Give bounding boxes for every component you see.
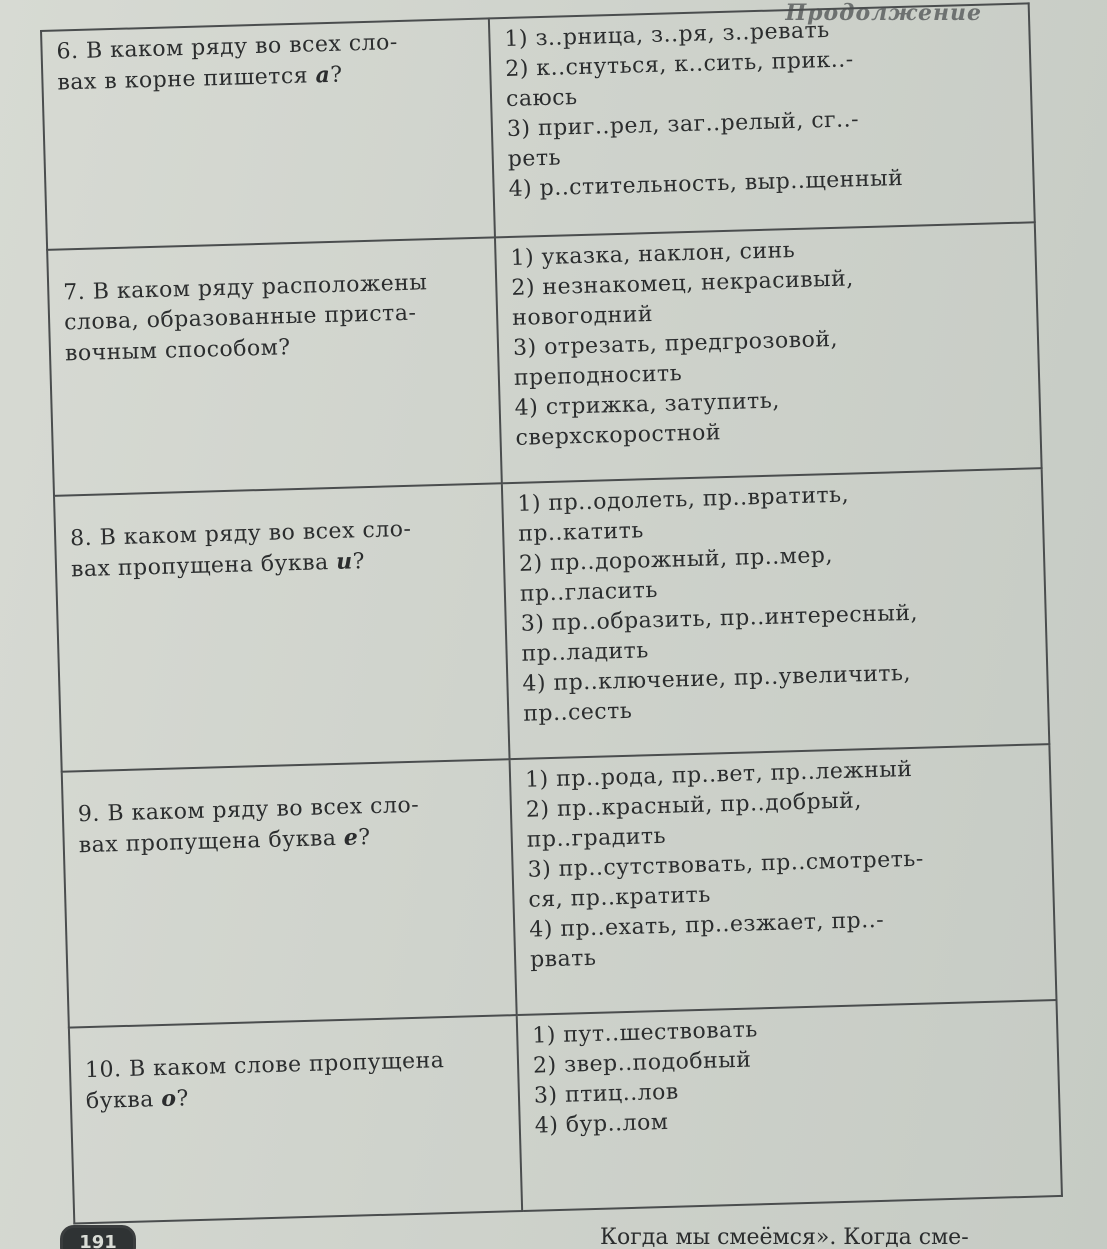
tasks-table [40, 2, 1063, 1224]
answer-options [502, 468, 1049, 759]
answer-options [517, 1000, 1062, 1211]
answer-option-3: 3) приг..рел, заг..релый, сг..- реть [506, 107, 860, 172]
tasks-sheet [40, 2, 1073, 1224]
question-mark: ? [358, 825, 372, 851]
answer-option-2: 2) пр..дорожный, пр..мер, пр..гласить [518, 543, 834, 607]
question-text: 10. В каком слове пропущена буква [84, 1048, 445, 1115]
answer-option-3: 3) пр..сутствовать, пр..смотреть- ся, пр..кратить [527, 846, 925, 913]
answer-option-2: 2) звер..подобный [532, 1047, 752, 1079]
footer-text: Когда мы смеёмся». Когда сме- [600, 1225, 969, 1249]
target-letter: е [343, 824, 359, 851]
task-row [69, 1000, 1062, 1224]
question-mark: ? [352, 549, 366, 575]
answer-option-3: 3) птиц..лов [533, 1079, 680, 1109]
continuation-header: Продолжение [785, 0, 982, 26]
question-text: 8. В каком ряду во всех сло- вах пропущена буква [69, 516, 412, 583]
task-question [41, 18, 495, 249]
answer-option-4: 4) стрижка, затупить, сверхскоростной [514, 388, 781, 451]
answer-options [495, 222, 1042, 483]
answer-option-2: 2) незнакомец, некрасивый, новогодний [511, 266, 855, 331]
task-row [62, 744, 1057, 1027]
task-row [41, 3, 1035, 250]
task-question [62, 759, 517, 1027]
target-letter: а [315, 61, 331, 89]
task-row [47, 222, 1041, 495]
answer-option-4: 4) бур..лом [534, 1109, 669, 1139]
task-question [47, 237, 502, 495]
answer-option-1: 1) пр..одолеть, пр..вратить, пр..катить [517, 482, 850, 547]
question-mark: ? [330, 62, 343, 88]
answer-option-3: 3) отрезать, предгрозовой, преподносить [512, 326, 839, 391]
page-number-badge: 191 [60, 1225, 136, 1249]
question-text: 9. В каком ряду во всех сло- вах пропущена буква [77, 792, 420, 859]
answer-options [510, 744, 1057, 1015]
answer-option-1: 1) з..рница, з..ря, з..ревать [504, 17, 831, 53]
answer-options [489, 3, 1035, 237]
question-text: 6. В каком ряду во всех сло- вах в корне пишется [56, 30, 399, 96]
answer-option-2: 2) к..снуться, к..сить, прик..- саюсь [504, 47, 855, 113]
question-text: 7. В каком ряду расположены слова, образованные приста- вочным способом? [63, 270, 428, 367]
target-letter: и [335, 548, 354, 575]
target-letter: о [160, 1085, 177, 1113]
answer-option-1: 1) пут..шествовать [531, 1017, 759, 1049]
task-question [54, 483, 510, 771]
answer-option-1: 1) указка, наклон, синь [510, 238, 796, 271]
question-mark: ? [176, 1086, 190, 1112]
answer-option-1: 1) пр..рода, пр..вет, пр..лежный [524, 756, 913, 793]
answer-option-4: 4) пр..ключение, пр..увеличить, пр..сесть [522, 660, 912, 727]
page-footer [50, 1215, 1107, 1249]
task-question [69, 1015, 522, 1223]
answer-option-4: 4) пр..ехать, пр..езжает, пр..- рвать [528, 907, 885, 973]
answer-option-4: 4) р..стительность, выр..щенный [508, 165, 904, 202]
answer-option-2: 2) пр..красный, пр..добрый, пр..градить [525, 788, 863, 853]
task-row [54, 468, 1049, 771]
answer-option-3: 3) пр..образить, пр..интересный, пр..ладить [520, 600, 919, 667]
